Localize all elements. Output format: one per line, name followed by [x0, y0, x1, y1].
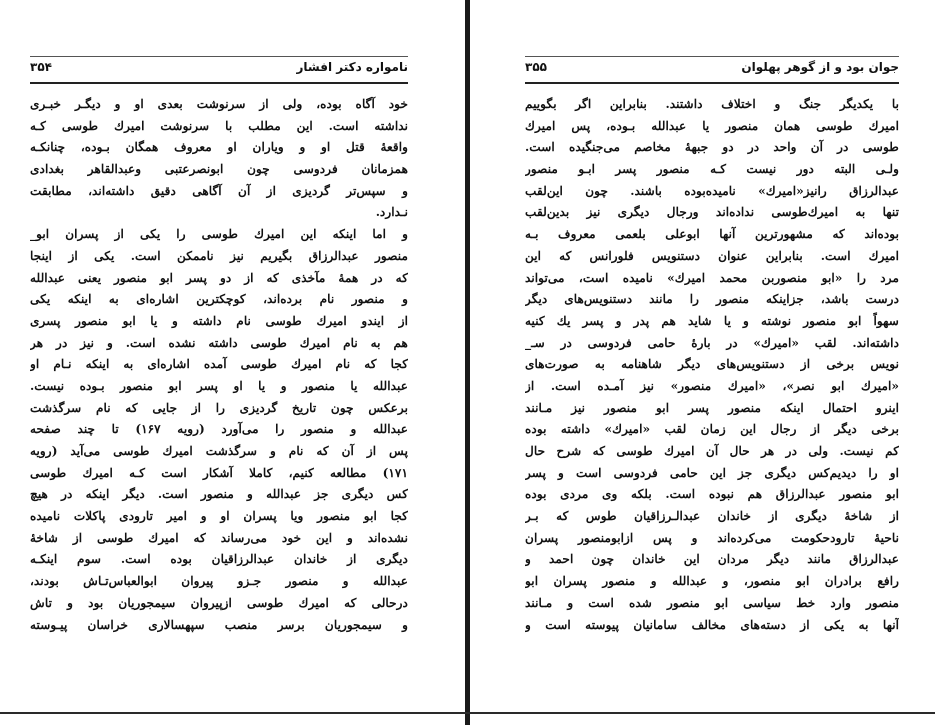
text-line: طوسی در آن واحد در دو جبههٔ مخاصم می‌جنگیده است.	[525, 140, 899, 155]
page-gutter	[465, 0, 470, 725]
text-line: عبدالله و منصور را می‌آورد (رویه ۱۶۷) تا چند صفحه	[30, 422, 408, 437]
text-line: ۱۷۱) مطالعه کنیم، کاملا آشکار است کـه امیرك طوسی	[30, 465, 408, 480]
text-line: دیگری از خاندان عبدالرزاقیان بوده است. سوم اینکـه	[30, 552, 408, 567]
right-page-header	[525, 60, 899, 78]
text-line: ولـی البته دور نیست کـه منصور پسر ابـو منصور	[525, 162, 899, 177]
text-line: امیرك طوسی همان منصور یا عبدالله بـوده، پس امیرك	[525, 118, 899, 133]
header-top-rule	[30, 56, 408, 57]
text-line: اینرو احتمال اینکه منصور پسر ابو منصور نیز مـانند	[525, 400, 899, 415]
text-line: سهواً ابو منصور نوشته و یا شاید هم پدر و پسر یك کنیه	[525, 313, 899, 328]
header-top-rule	[525, 56, 899, 57]
text-line: هم به نام امیرك طوسی داشته نشده است. و نیز در هر	[30, 335, 408, 350]
header-rule	[525, 82, 899, 84]
text-line: کس دیگری جز عبدالله و منصور است. دیگر اینکه در هیچ	[30, 487, 408, 502]
text-line: او را دیدیم‌کس دیگری جز این حامی فردوسی است و پسر	[525, 465, 899, 480]
running-title: نامواره دکتر افشار	[296, 60, 408, 74]
text-line: درست باشد، جزاینکه منصور را مانند دستنویس‌های دیگر	[525, 292, 899, 307]
text-line: عبدالرزاق مانند دیگر مردان این خاندان چون احمد و	[525, 552, 899, 567]
right-page	[525, 0, 899, 712]
page-bottom-edge	[0, 712, 935, 714]
text-line: و منصور نام برده‌اند، کوچکترین اشاره‌ای به اینکه یکی	[30, 292, 408, 307]
text-line: پس از آن که نام و سرگذشت امیرك طوسی می‌آید (رویه	[30, 444, 408, 458]
left-page	[30, 0, 408, 712]
text-line: که در همهٔ مآخذی که از دو پسر ابو منصور یعنی عبدالله	[30, 270, 408, 285]
text-line: ناحیهٔ تارودحکومت می‌کرده‌اند و پس ازابومنصور پسران	[525, 530, 899, 545]
text-line: «امیرك ابو نصر»، «امیرك منصور» نیز آمـده است. از	[525, 378, 899, 393]
text-line: با یکدیگر جنگ و اختلاف داشتند. بنابراین اگر بگوییم	[525, 97, 899, 111]
page-number: ۳۵۵	[525, 60, 547, 74]
text-line: ابو منصور عبدالرزاق هم نبوده است. بلکه وی مردی بوده	[525, 487, 899, 502]
text-line: از شاخهٔ دیگری از خاندان عبدالـرزاقیان طوس که بـر	[525, 509, 899, 524]
text-line: نداشته است. این مطلب با سرنوشت امیرك طوسی کـه	[30, 118, 408, 133]
text-line: مرد را «ابو منصوربن محمد امیرك» نامیده است، می‌تواند	[525, 270, 899, 285]
text-line: و سپس‌تر گردیزی از آن آگاهی دقیق داشته‌اند، مطابقت	[30, 183, 408, 198]
text-line: تنها به امیرك‌طوسی نداده‌اند ورجال دیگری نیز بدین‌لقب	[525, 205, 899, 220]
text-line: آنها به یکی از دسته‌های مخالف سامانیان پیوسته است و	[525, 617, 899, 632]
left-page-body	[30, 94, 408, 636]
text-line: از ایندو امیرك طوسی نام داشته و یا ابو منصور پسری	[30, 313, 408, 328]
text-line: کجا ابو منصور ویا پسران او و امیر تارودی پاکلات نامیده	[30, 509, 408, 524]
text-line: امیرك است. بنابراین عنوان دستنویس فلورانس که این	[525, 248, 899, 263]
text-line: کجا که نام امیرك طوسی آمده اشاره‌ای به اینکه نـام او	[30, 357, 408, 372]
text-line: رافع برادران ابو منصور، و عبدالله و منصور پسران ابو	[525, 574, 899, 589]
header-rule	[30, 82, 408, 84]
text-line: نشده‌اند و این خود می‌رساند که امیرك طوسی از شاخهٔ	[30, 530, 408, 545]
text-line: و اما اینکه این امیرك طوسی را یکی از پسران ابو_	[30, 227, 408, 242]
page-number: ۳۵۴	[30, 60, 52, 74]
text-line: واقعهٔ قتل او و ویاران او معروف همگان بـوده، چنانکـه	[30, 140, 408, 155]
text-line: منصور عبدالرزاق بگیریم نیز ناممکن است. یکی از اینجا	[30, 248, 408, 263]
text-line: عبدالله و منصور جـزو پیروان ابوالعباس‌تـاش بودند،	[30, 574, 408, 589]
right-page-body	[525, 94, 899, 636]
text-line: خود آگاه بوده، ولی از سرنوشت بعدی او و دیگـر خبـری	[30, 97, 408, 111]
text-line: منصور وارد خط سیاسی ابو منصور شده است و مـانند	[525, 595, 899, 610]
text-line: نویس برخی از دستنویس‌های دیگر شاهنامه به صورت‌های	[525, 357, 899, 372]
text-line: برخی دیگر از رجال این زمان لقب «امیرك» داشته بوده	[525, 422, 899, 437]
text-line: کم نیست. ولی در هر حال آن امیرك طوسی که شرح حال	[525, 444, 899, 458]
text-line: نـدارد.	[375, 205, 408, 220]
text-line: بوده‌اند که مشهورترین آنها ابوعلی بلعمی معروف بـه	[525, 227, 899, 242]
text-line: درحالی که امیرك طوسی ازپیروان سیمجوریان بود و تاش	[30, 595, 408, 610]
text-line: عبدالله یا منصور و یا او پسر ابو منصور بـوده نیست.	[30, 378, 408, 393]
text-line: برعکس چون تاریخ گردیزی را از جایی که نام سرگذشت	[30, 400, 408, 415]
text-line: و سیمجوریان برسر منصب سپهسالاری خراسان پیـوسته	[30, 617, 408, 632]
text-line: داشته‌اند. لقب «امیرك» در بارهٔ حامی فردوسی در سـ_	[525, 335, 899, 350]
text-line: عبدالرزاق رانیز«امیرك» نامیده‌بوده باشند. چون این‌لقب	[525, 183, 899, 198]
left-page-header	[30, 60, 408, 78]
text-line: همزمانان فردوسی چون ابونصرعتبی وعبدالقاهر بغدادی	[30, 162, 408, 177]
running-title: جوان بود و از گوهر پهلوان	[741, 60, 899, 74]
